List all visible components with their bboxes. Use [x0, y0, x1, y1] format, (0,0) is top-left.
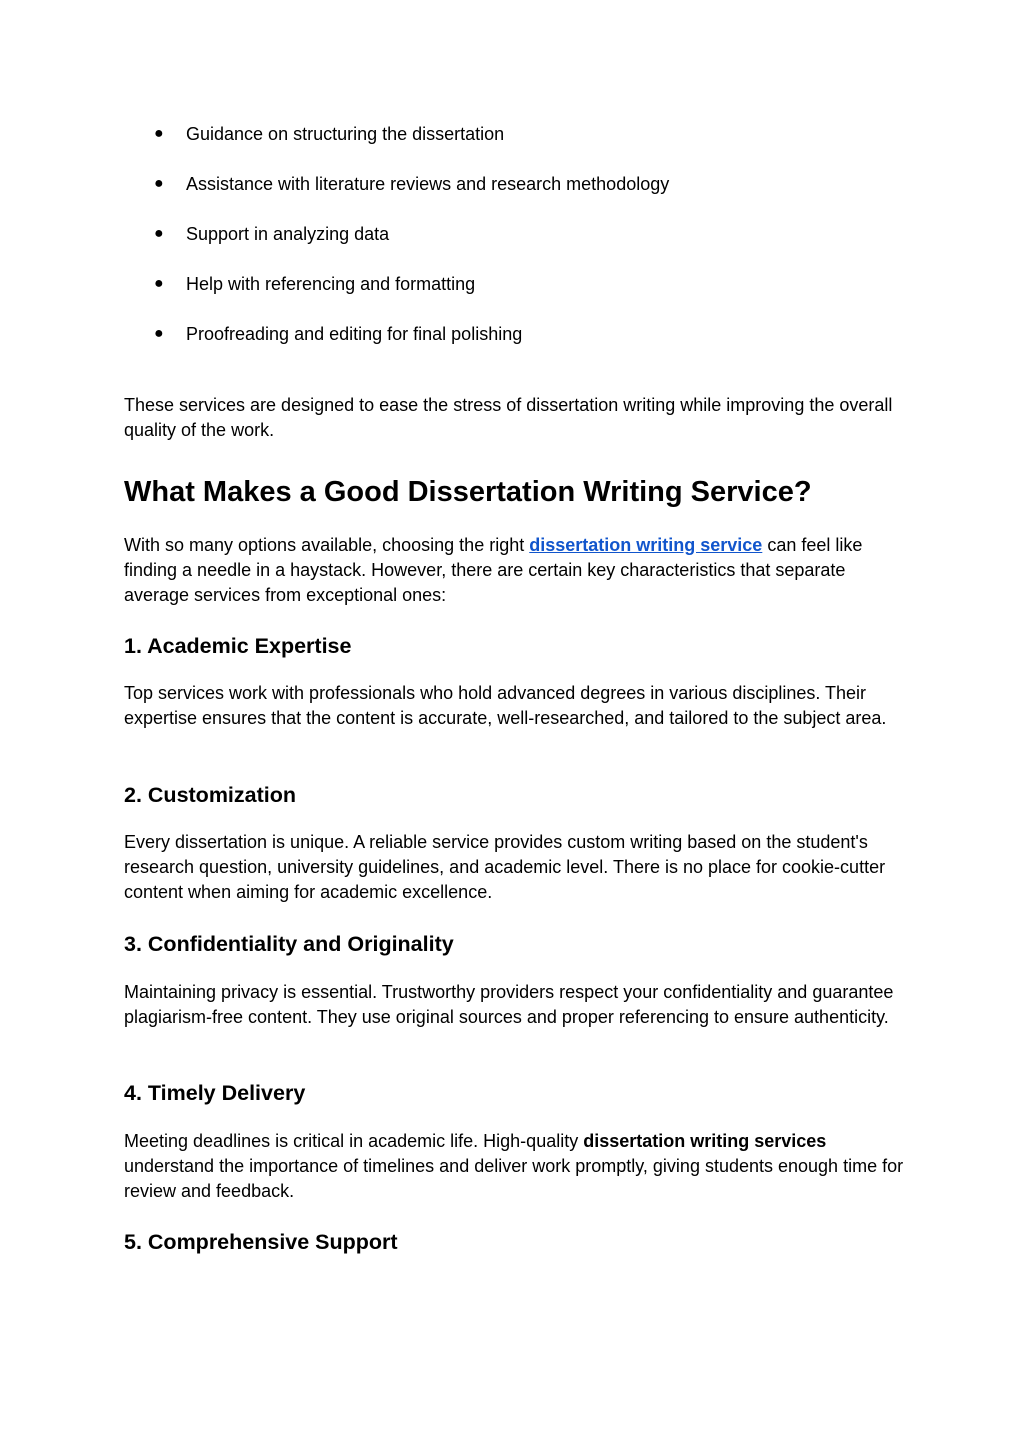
bold-phrase: dissertation writing services	[583, 1131, 827, 1151]
dissertation-writing-service-link[interactable]: dissertation writing service	[529, 535, 763, 555]
list-item-text: Guidance on structuring the dissertation	[186, 124, 505, 144]
timely-delivery-text-end: understand the importance of timelines and deliver work promptly, giving students enough time for review and feedback.	[124, 1156, 904, 1201]
bullet-icon: ●	[154, 175, 164, 192]
section-intro-text-end: can feel like finding a needle in a haystack. However, there are certain key characteristics that separate average services from exceptional ones:	[124, 535, 863, 605]
subsection-heading-customization: 2. Customization	[124, 783, 297, 807]
section-intro-paragraph	[124, 533, 904, 608]
subsection-heading-comprehensive-support: 5. Comprehensive Support	[124, 1230, 398, 1254]
bullet-icon: ●	[154, 125, 164, 142]
subsection-text-academic-expertise: Top services work with professionals who hold advanced degrees in various disciplines. Their expertise ensures that the content is accurate, well-researched, and tailored to the subject area.	[124, 683, 887, 728]
list-item	[124, 121, 904, 171]
list-item-text: Support in analyzing data	[186, 224, 390, 244]
subsection-heading-confidentiality: 3. Confidentiality and Originality	[124, 932, 454, 956]
bullet-icon: ●	[154, 225, 164, 242]
subsection-text-confidentiality: Maintaining privacy is essential. Trustworthy providers respect your confidentiality and guarantee plagiarism-free content. They use original sources and proper referencing to ensure authenticity.	[124, 982, 894, 1027]
bullet-icon: ●	[154, 325, 164, 342]
services-bullet-list	[124, 121, 904, 371]
list-item	[124, 271, 904, 321]
section-title: What Makes a Good Dissertation Writing Service?	[124, 476, 812, 508]
timely-delivery-text-start: Meeting deadlines is critical in academic life. High-quality	[124, 1131, 584, 1151]
subsection-text-customization: Every dissertation is unique. A reliable service provides custom writing based on the student's research question, university guidelines, and academic level. There is no place for cookie-cutter content when aiming for academic excellence.	[124, 832, 886, 902]
list-item-text: Assistance with literature reviews and research methodology	[186, 174, 670, 194]
subsection-heading-academic-expertise: 1. Academic Expertise	[124, 634, 352, 658]
intro-paragraph: These services are designed to ease the stress of dissertation writing while improving the overall quality of the work.	[124, 395, 893, 440]
subsection-text-timely-delivery	[124, 1129, 904, 1204]
subsection-heading-timely-delivery: 4. Timely Delivery	[124, 1081, 306, 1105]
list-item	[124, 221, 904, 271]
list-item	[124, 171, 904, 221]
section-intro-text-start: With so many options available, choosing the right	[124, 535, 530, 555]
list-item	[124, 321, 904, 371]
list-item-text: Proofreading and editing for final polishing	[186, 324, 523, 344]
list-item-text: Help with referencing and formatting	[186, 274, 476, 294]
bullet-icon: ●	[154, 275, 164, 292]
